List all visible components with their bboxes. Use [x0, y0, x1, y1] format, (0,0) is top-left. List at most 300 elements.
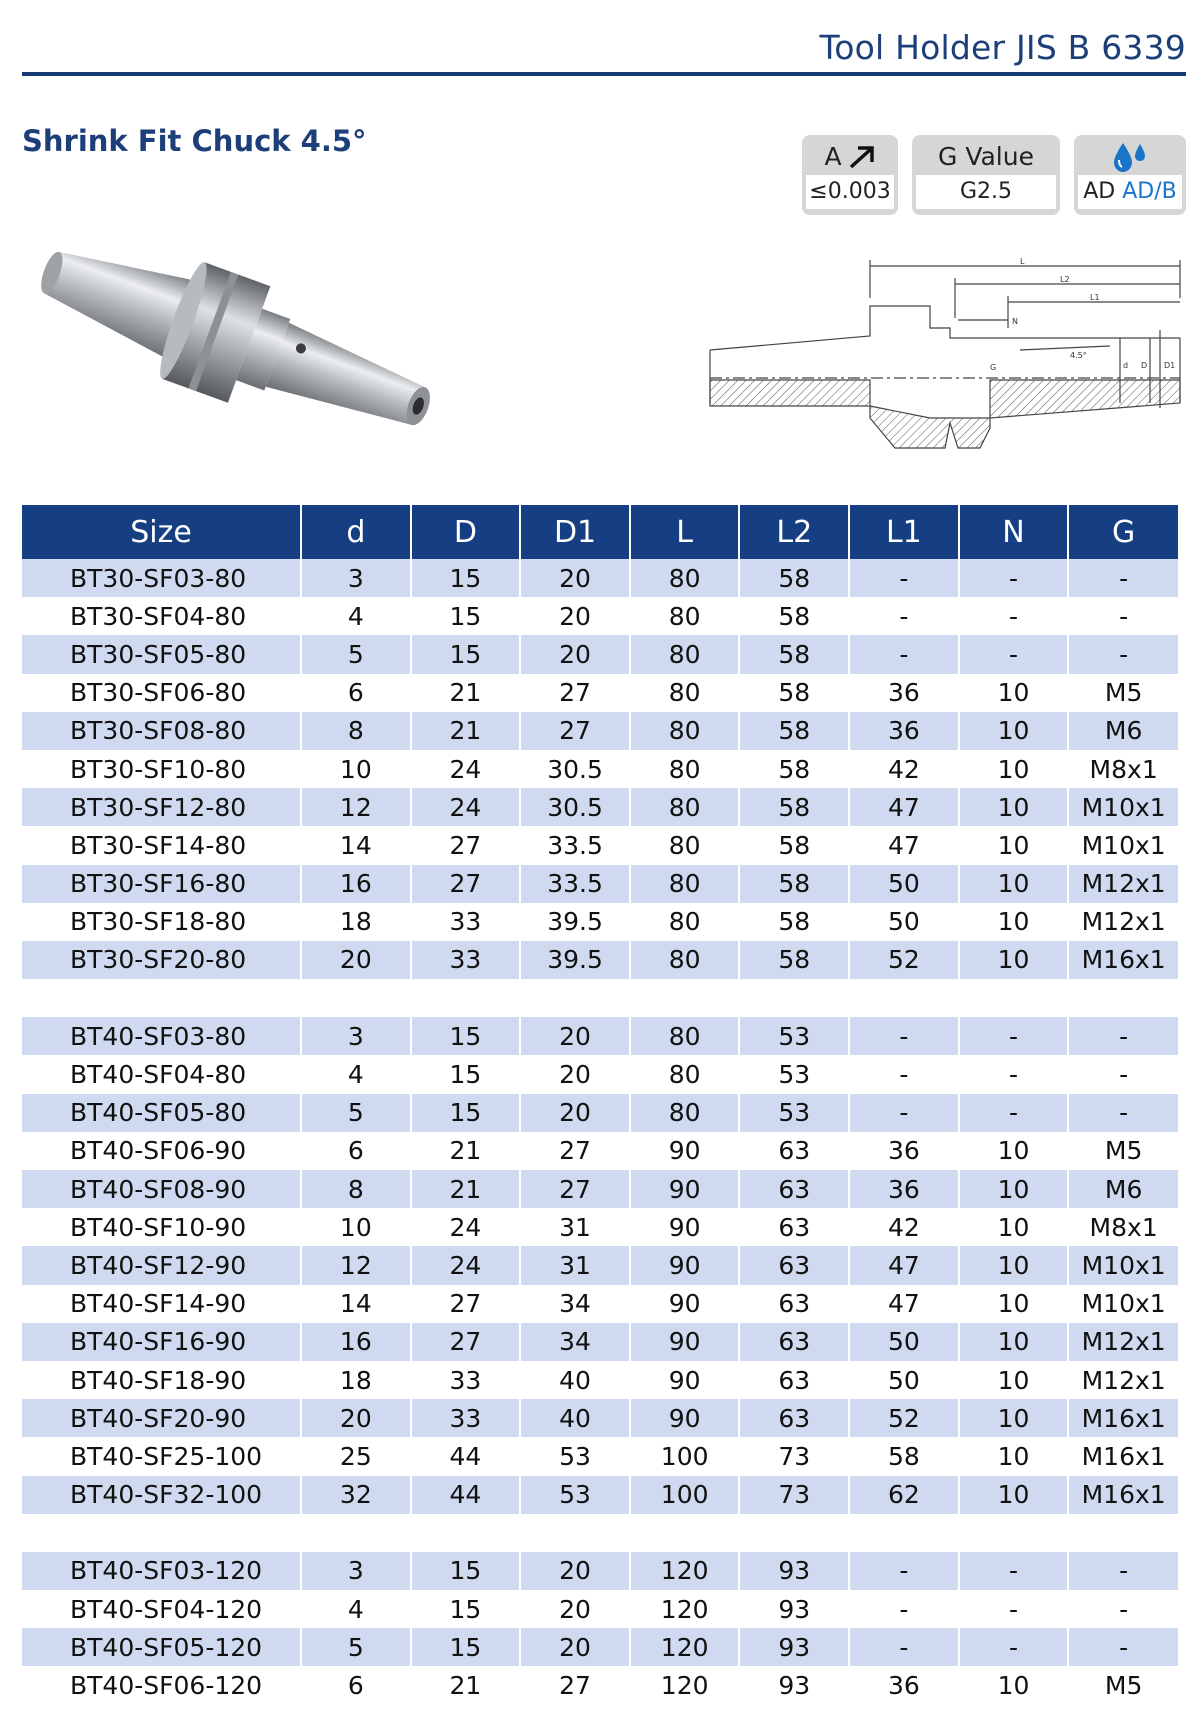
- table-cell: 90: [630, 1170, 740, 1208]
- table-cell: -: [959, 1552, 1069, 1590]
- table-cell: 80: [630, 597, 740, 635]
- table-cell: 20: [520, 1055, 630, 1093]
- table-cell: 10: [959, 1437, 1069, 1475]
- table-cell: 90: [630, 1208, 740, 1246]
- table-cell: 8: [301, 1170, 411, 1208]
- table-cell: 5: [301, 1628, 411, 1666]
- coolant-value-prefix: AD: [1083, 179, 1116, 204]
- table-cell: 10: [959, 1132, 1069, 1170]
- table-cell: -: [1068, 1017, 1178, 1055]
- cell-size: BT40-SF06-90: [22, 1132, 301, 1170]
- table-cell: -: [849, 1628, 959, 1666]
- table-cell: 21: [411, 1170, 521, 1208]
- table-cell: 25: [301, 1437, 411, 1475]
- table-row: [22, 1552, 1178, 1590]
- table-cell: 27: [520, 1170, 630, 1208]
- table-cell: -: [959, 559, 1069, 597]
- table-cell: 42: [849, 1208, 959, 1246]
- table-cell: 10: [959, 865, 1069, 903]
- table-row: [22, 1170, 1178, 1208]
- table-row: [22, 865, 1178, 903]
- cell-size: BT40-SF06-120: [22, 1666, 301, 1704]
- col-header-D: D: [411, 505, 521, 559]
- group-spacer: [22, 1514, 1178, 1552]
- table-row: [22, 941, 1178, 979]
- table-row: [22, 1017, 1178, 1055]
- table-row: [22, 1323, 1178, 1361]
- table-cell: 120: [630, 1552, 740, 1590]
- table-cell: 15: [411, 1552, 521, 1590]
- table-cell: 50: [849, 1361, 959, 1399]
- group-spacer: [22, 979, 1178, 1017]
- table-cell: 15: [411, 597, 521, 635]
- table-cell: 73: [739, 1437, 849, 1475]
- table-cell: 20: [520, 597, 630, 635]
- balance-badge: [912, 135, 1060, 215]
- table-cell: 36: [849, 674, 959, 712]
- table-cell: 58: [739, 635, 849, 673]
- drawing-label-L1: L1: [1090, 293, 1100, 302]
- table-cell: M12x1: [1068, 903, 1178, 941]
- table-cell: 20: [520, 1590, 630, 1628]
- table-cell: 80: [630, 750, 740, 788]
- product-photo: [22, 245, 472, 485]
- table-cell: 15: [411, 1094, 521, 1132]
- table-cell: 27: [411, 1285, 521, 1323]
- table-cell: 10: [959, 1208, 1069, 1246]
- table-cell: -: [959, 1094, 1069, 1132]
- table-cell: 14: [301, 826, 411, 864]
- table-cell: 34: [520, 1285, 630, 1323]
- table-cell: M10x1: [1068, 1246, 1178, 1284]
- table-cell: 36: [849, 712, 959, 750]
- table-row: [22, 1246, 1178, 1284]
- cell-size: BT40-SF05-120: [22, 1628, 301, 1666]
- table-cell: 62: [849, 1476, 959, 1514]
- runout-label: A: [824, 142, 842, 171]
- cell-size: BT30-SF06-80: [22, 674, 301, 712]
- runout-value: ≤0.003: [806, 175, 894, 209]
- table-row: [22, 1055, 1178, 1093]
- table-cell: 33.5: [520, 826, 630, 864]
- table-cell: 10: [959, 941, 1069, 979]
- table-cell: 5: [301, 635, 411, 673]
- coolant-badge: [1074, 135, 1186, 215]
- table-cell: -: [1068, 635, 1178, 673]
- table-cell: M6: [1068, 1170, 1178, 1208]
- table-cell: 33: [411, 1399, 521, 1437]
- table-row: [22, 597, 1178, 635]
- table-row: [22, 1399, 1178, 1437]
- table-cell: 15: [411, 1590, 521, 1628]
- cell-size: BT40-SF10-90: [22, 1208, 301, 1246]
- table-cell: 100: [630, 1476, 740, 1514]
- coolant-drops-icon: [1110, 140, 1150, 174]
- table-cell: 20: [520, 1017, 630, 1055]
- table-cell: M8x1: [1068, 1208, 1178, 1246]
- table-cell: 93: [739, 1666, 849, 1704]
- cell-size: BT30-SF12-80: [22, 788, 301, 826]
- table-cell: 80: [630, 559, 740, 597]
- table-cell: 58: [739, 750, 849, 788]
- table-cell: M8x1: [1068, 750, 1178, 788]
- table-cell: M16x1: [1068, 1476, 1178, 1514]
- table-cell: 80: [630, 1094, 740, 1132]
- table-cell: 10: [959, 1666, 1069, 1704]
- table-cell: -: [849, 597, 959, 635]
- table-cell: 58: [849, 1437, 959, 1475]
- cell-size: BT30-SF14-80: [22, 826, 301, 864]
- table-cell: 21: [411, 1666, 521, 1704]
- table-cell: 24: [411, 750, 521, 788]
- drawing-label-D: D: [1141, 361, 1148, 370]
- table-cell: 90: [630, 1132, 740, 1170]
- table-row: [22, 1285, 1178, 1323]
- table-cell: 53: [739, 1055, 849, 1093]
- table-cell: 3: [301, 559, 411, 597]
- table-cell: 80: [630, 903, 740, 941]
- product-title: Shrink Fit Chuck 4.5°: [22, 124, 367, 158]
- table-cell: -: [959, 597, 1069, 635]
- table-cell: 44: [411, 1437, 521, 1475]
- table-cell: 50: [849, 865, 959, 903]
- table-cell: 27: [411, 826, 521, 864]
- table-cell: 63: [739, 1323, 849, 1361]
- table-cell: 58: [739, 788, 849, 826]
- table-cell: 15: [411, 1017, 521, 1055]
- table-cell: 21: [411, 674, 521, 712]
- table-row: [22, 674, 1178, 712]
- table-cell: 24: [411, 1246, 521, 1284]
- table-cell: M12x1: [1068, 1323, 1178, 1361]
- table-cell: 20: [301, 1399, 411, 1437]
- table-cell: 10: [959, 674, 1069, 712]
- drawing-label-L: L: [1020, 258, 1025, 266]
- balance-label: G Value: [938, 142, 1034, 171]
- col-header-L2: L2: [739, 505, 849, 559]
- table-cell: -: [849, 1094, 959, 1132]
- table-cell: 10: [959, 1323, 1069, 1361]
- table-cell: 90: [630, 1246, 740, 1284]
- table-cell: 27: [411, 865, 521, 903]
- table-cell: 58: [739, 674, 849, 712]
- table-cell: 15: [411, 635, 521, 673]
- cell-size: BT30-SF20-80: [22, 941, 301, 979]
- table-cell: 58: [739, 865, 849, 903]
- table-cell: 10: [959, 1361, 1069, 1399]
- table-cell: M10x1: [1068, 1285, 1178, 1323]
- drawing-label-L2: L2: [1060, 275, 1070, 284]
- table-cell: 6: [301, 1666, 411, 1704]
- table-row: [22, 559, 1178, 597]
- table-cell: 80: [630, 941, 740, 979]
- table-cell: -: [959, 1055, 1069, 1093]
- table-cell: 31: [520, 1246, 630, 1284]
- cell-size: BT40-SF25-100: [22, 1437, 301, 1475]
- table-cell: 27: [411, 1323, 521, 1361]
- table-cell: 20: [520, 635, 630, 673]
- table-row: [22, 1094, 1178, 1132]
- cell-size: BT40-SF32-100: [22, 1476, 301, 1514]
- spec-badges: [802, 135, 1186, 215]
- table-cell: 3: [301, 1017, 411, 1055]
- table-cell: 47: [849, 1246, 959, 1284]
- table-cell: 30.5: [520, 788, 630, 826]
- table-cell: 24: [411, 1208, 521, 1246]
- table-cell: 80: [630, 865, 740, 903]
- table-cell: 80: [630, 674, 740, 712]
- table-cell: 53: [739, 1017, 849, 1055]
- table-cell: 8: [301, 712, 411, 750]
- cell-size: BT40-SF03-120: [22, 1552, 301, 1590]
- table-row: [22, 1590, 1178, 1628]
- drawing-label-G: G: [990, 363, 997, 372]
- table-cell: 58: [739, 826, 849, 864]
- table-cell: 34: [520, 1323, 630, 1361]
- table-row: [22, 1361, 1178, 1399]
- table-cell: 80: [630, 635, 740, 673]
- table-cell: 63: [739, 1132, 849, 1170]
- drawing-label-angle: 4.5°: [1070, 351, 1087, 360]
- table-cell: 63: [739, 1399, 849, 1437]
- table-cell: 63: [739, 1208, 849, 1246]
- table-cell: -: [959, 1628, 1069, 1666]
- table-cell: 36: [849, 1170, 959, 1208]
- table-cell: 40: [520, 1361, 630, 1399]
- table-cell: 63: [739, 1246, 849, 1284]
- table-row: [22, 903, 1178, 941]
- cell-size: BT30-SF03-80: [22, 559, 301, 597]
- col-header-N: N: [959, 505, 1069, 559]
- table-cell: 4: [301, 1590, 411, 1628]
- cell-size: BT40-SF05-80: [22, 1094, 301, 1132]
- table-cell: 42: [849, 750, 959, 788]
- table-row: [22, 1476, 1178, 1514]
- table-cell: 52: [849, 1399, 959, 1437]
- table-cell: 4: [301, 597, 411, 635]
- table-row: [22, 712, 1178, 750]
- col-header-L: L: [630, 505, 740, 559]
- cell-size: BT30-SF08-80: [22, 712, 301, 750]
- table-cell: 50: [849, 1323, 959, 1361]
- table-cell: 93: [739, 1628, 849, 1666]
- table-cell: 90: [630, 1285, 740, 1323]
- table-cell: 10: [959, 1399, 1069, 1437]
- cell-size: BT30-SF04-80: [22, 597, 301, 635]
- cell-size: BT40-SF08-90: [22, 1170, 301, 1208]
- table-cell: 33: [411, 1361, 521, 1399]
- table-cell: M10x1: [1068, 788, 1178, 826]
- table-cell: -: [849, 1590, 959, 1628]
- table-cell: -: [1068, 1094, 1178, 1132]
- table-cell: M5: [1068, 1666, 1178, 1704]
- table-cell: 73: [739, 1476, 849, 1514]
- table-cell: 10: [959, 1170, 1069, 1208]
- table-cell: 15: [411, 1628, 521, 1666]
- table-cell: 10: [301, 1208, 411, 1246]
- table-cell: 33: [411, 941, 521, 979]
- table-cell: -: [849, 1017, 959, 1055]
- coolant-value: [1078, 175, 1182, 209]
- table-row: [22, 1666, 1178, 1704]
- table-cell: M10x1: [1068, 826, 1178, 864]
- table-cell: 58: [739, 941, 849, 979]
- table-cell: 90: [630, 1323, 740, 1361]
- technical-drawing: [690, 258, 1186, 488]
- table-cell: -: [959, 635, 1069, 673]
- cell-size: BT40-SF04-80: [22, 1055, 301, 1093]
- table-cell: 80: [630, 1017, 740, 1055]
- table-row: [22, 826, 1178, 864]
- table-cell: M12x1: [1068, 865, 1178, 903]
- table-cell: M5: [1068, 1132, 1178, 1170]
- table-cell: 63: [739, 1361, 849, 1399]
- table-cell: 58: [739, 559, 849, 597]
- table-cell: 80: [630, 788, 740, 826]
- table-cell: 40: [520, 1399, 630, 1437]
- header-divider: [22, 72, 1186, 76]
- table-cell: 53: [520, 1476, 630, 1514]
- table-cell: 80: [630, 826, 740, 864]
- table-cell: 14: [301, 1285, 411, 1323]
- cell-size: BT40-SF18-90: [22, 1361, 301, 1399]
- table-cell: 90: [630, 1361, 740, 1399]
- table-cell: -: [1068, 1590, 1178, 1628]
- table-cell: 10: [959, 750, 1069, 788]
- table-cell: -: [1068, 1628, 1178, 1666]
- table-cell: 15: [411, 559, 521, 597]
- table-cell: 80: [630, 1055, 740, 1093]
- table-cell: 4: [301, 1055, 411, 1093]
- table-cell: -: [959, 1590, 1069, 1628]
- table-cell: 5: [301, 1094, 411, 1132]
- table-cell: 52: [849, 941, 959, 979]
- table-cell: M16x1: [1068, 1437, 1178, 1475]
- table-cell: 10: [959, 1246, 1069, 1284]
- col-header-L1: L1: [849, 505, 959, 559]
- cell-size: BT40-SF03-80: [22, 1017, 301, 1055]
- table-cell: -: [1068, 1552, 1178, 1590]
- table-cell: 20: [520, 1094, 630, 1132]
- table-cell: -: [1068, 559, 1178, 597]
- table-cell: 27: [520, 674, 630, 712]
- table-cell: 16: [301, 865, 411, 903]
- spec-table: [22, 505, 1178, 1705]
- table-cell: 18: [301, 903, 411, 941]
- table-cell: 6: [301, 674, 411, 712]
- table-cell: 10: [959, 903, 1069, 941]
- table-cell: 53: [739, 1094, 849, 1132]
- table-cell: 44: [411, 1476, 521, 1514]
- table-cell: 18: [301, 1361, 411, 1399]
- table-cell: 100: [630, 1437, 740, 1475]
- table-cell: 32: [301, 1476, 411, 1514]
- table-cell: M5: [1068, 674, 1178, 712]
- cell-size: BT30-SF10-80: [22, 750, 301, 788]
- col-header-G: G: [1068, 505, 1178, 559]
- table-cell: 31: [520, 1208, 630, 1246]
- table-cell: M12x1: [1068, 1361, 1178, 1399]
- table-row: [22, 750, 1178, 788]
- drawing-label-D1: D1: [1164, 361, 1176, 370]
- table-cell: 20: [301, 941, 411, 979]
- cell-size: BT40-SF12-90: [22, 1246, 301, 1284]
- table-cell: 63: [739, 1170, 849, 1208]
- col-header-D1: D1: [520, 505, 630, 559]
- table-cell: 3: [301, 1552, 411, 1590]
- table-row: [22, 788, 1178, 826]
- table-cell: 93: [739, 1590, 849, 1628]
- table-cell: M16x1: [1068, 1399, 1178, 1437]
- table-cell: -: [849, 635, 959, 673]
- table-row: [22, 1628, 1178, 1666]
- table-cell: 120: [630, 1666, 740, 1704]
- table-cell: 39.5: [520, 903, 630, 941]
- table-cell: 30.5: [520, 750, 630, 788]
- table-cell: 24: [411, 788, 521, 826]
- table-cell: 36: [849, 1132, 959, 1170]
- table-cell: 33.5: [520, 865, 630, 903]
- table-cell: 58: [739, 597, 849, 635]
- table-cell: 15: [411, 1055, 521, 1093]
- drawing-label-d: d: [1123, 361, 1129, 370]
- cell-size: BT40-SF04-120: [22, 1590, 301, 1628]
- table-cell: 63: [739, 1285, 849, 1323]
- table-row: [22, 635, 1178, 673]
- table-cell: 50: [849, 903, 959, 941]
- table-cell: 12: [301, 788, 411, 826]
- table-cell: 47: [849, 788, 959, 826]
- table-cell: 10: [959, 1285, 1069, 1323]
- table-cell: 120: [630, 1590, 740, 1628]
- table-cell: 39.5: [520, 941, 630, 979]
- table-cell: 10: [959, 712, 1069, 750]
- table-cell: 6: [301, 1132, 411, 1170]
- table-cell: 90: [630, 1399, 740, 1437]
- table-row: [22, 1437, 1178, 1475]
- table-cell: 27: [520, 1666, 630, 1704]
- table-cell: -: [849, 559, 959, 597]
- col-header-size: Size: [22, 505, 301, 559]
- table-body: [22, 559, 1178, 1705]
- coolant-value-suffix: AD/B: [1122, 179, 1177, 204]
- page-header-title: Tool Holder JIS B 6339: [819, 28, 1186, 67]
- cell-size: BT30-SF05-80: [22, 635, 301, 673]
- table-cell: -: [1068, 597, 1178, 635]
- cell-size: BT40-SF20-90: [22, 1399, 301, 1437]
- table-cell: 10: [959, 1476, 1069, 1514]
- runout-badge: [802, 135, 898, 215]
- runout-arrow-icon: [848, 144, 876, 170]
- table-cell: 47: [849, 1285, 959, 1323]
- table-cell: 58: [739, 903, 849, 941]
- table-row: [22, 1132, 1178, 1170]
- cell-size: BT30-SF18-80: [22, 903, 301, 941]
- table-cell: 20: [520, 1552, 630, 1590]
- table-cell: 12: [301, 1246, 411, 1284]
- cell-size: BT40-SF16-90: [22, 1323, 301, 1361]
- table-cell: M16x1: [1068, 941, 1178, 979]
- table-cell: 10: [959, 826, 1069, 864]
- table-cell: 20: [520, 1628, 630, 1666]
- table-cell: 21: [411, 1132, 521, 1170]
- table-cell: 27: [520, 712, 630, 750]
- table-cell: 21: [411, 712, 521, 750]
- table-cell: -: [1068, 1055, 1178, 1093]
- table-cell: 58: [739, 712, 849, 750]
- table-cell: 93: [739, 1552, 849, 1590]
- table-cell: 20: [520, 559, 630, 597]
